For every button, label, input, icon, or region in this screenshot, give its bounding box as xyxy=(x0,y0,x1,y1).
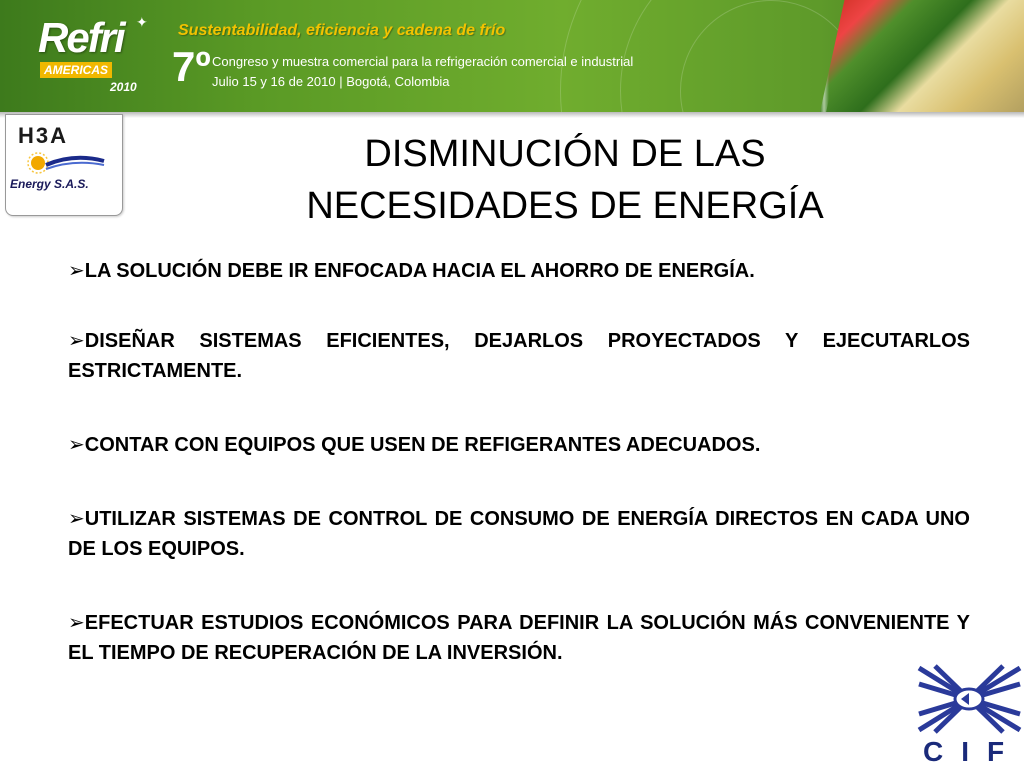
bullet-item xyxy=(68,608,970,668)
arrow-bullet-icon: ➢ xyxy=(68,612,85,634)
slide-title-line-1: DISMINUCIÓN DE LAS xyxy=(364,133,766,175)
bullet-text: CONTAR CON EQUIPOS QUE USEN DE REFIGERANTES ADECUADOS. xyxy=(84,434,761,456)
h3a-mark: H3A xyxy=(18,123,69,148)
cif-logo xyxy=(915,664,1024,768)
event-date-location: Julio 15 y 16 de 2010 | Bogotá, Colombia xyxy=(212,74,450,89)
arrow-bullet-icon: ➢ xyxy=(68,260,85,282)
sun-swoosh-icon xyxy=(24,151,106,175)
bullet-text: EFECTUAR ESTUDIOS ECONÓMICOS PARA DEFINIR LA SOLUCIÓN MÁS CONVENIENTE Y EL TIEMPO DE RECUPERACIÓN DE LA INVERSIÓN. xyxy=(68,612,970,664)
bullet-item xyxy=(68,504,970,564)
logo-year: 2010 xyxy=(110,80,137,94)
logo-name: Refri xyxy=(38,14,124,61)
bullet-list xyxy=(68,256,970,668)
arrow-bullet-icon: ➢ xyxy=(68,330,85,352)
banner-shadow xyxy=(0,112,1024,118)
h3a-energy-logo xyxy=(5,114,123,216)
event-banner xyxy=(0,0,1024,112)
bullet-text: UTILIZAR SISTEMAS DE CONTROL DE CONSUMO DE ENERGÍA DIRECTOS EN CADA UNO DE LOS EQUIPOS. xyxy=(68,508,970,560)
bullet-item xyxy=(68,256,970,286)
produce-photo xyxy=(820,0,1024,112)
event-tagline: Sustentabilidad, eficiencia y cadena de frío xyxy=(178,22,506,39)
star-icon: ✦ xyxy=(136,14,148,30)
bullet-item xyxy=(68,430,970,460)
slide-title-line-2: NECESIDADES DE ENERGÍA xyxy=(306,185,824,227)
slide-title xyxy=(180,128,950,232)
bullet-text: DISEÑAR SISTEMAS EFICIENTES, DEJARLOS PROYECTADOS Y EJECUTARLOS ESTRICTAMENTE. xyxy=(68,330,970,382)
bullet-item xyxy=(68,326,970,386)
arrow-bullet-icon: ➢ xyxy=(68,434,85,456)
bullet-text: LA SOLUCIÓN DEBE IR ENFOCADA HACIA EL AHORRO DE ENERGÍA. xyxy=(84,260,755,282)
cif-emblem-icon xyxy=(915,664,1024,734)
arrow-bullet-icon: ➢ xyxy=(68,508,85,530)
event-edition: 7º xyxy=(172,43,211,90)
event-description: Congreso y muestra comercial para la refrigeración comercial e industrial xyxy=(212,54,634,69)
cif-text: CIF xyxy=(923,736,1023,767)
refri-americas-logo xyxy=(38,14,148,98)
h3a-company-name: Energy S.A.S. xyxy=(10,177,89,191)
logo-sub: AMERICAS xyxy=(40,62,112,78)
